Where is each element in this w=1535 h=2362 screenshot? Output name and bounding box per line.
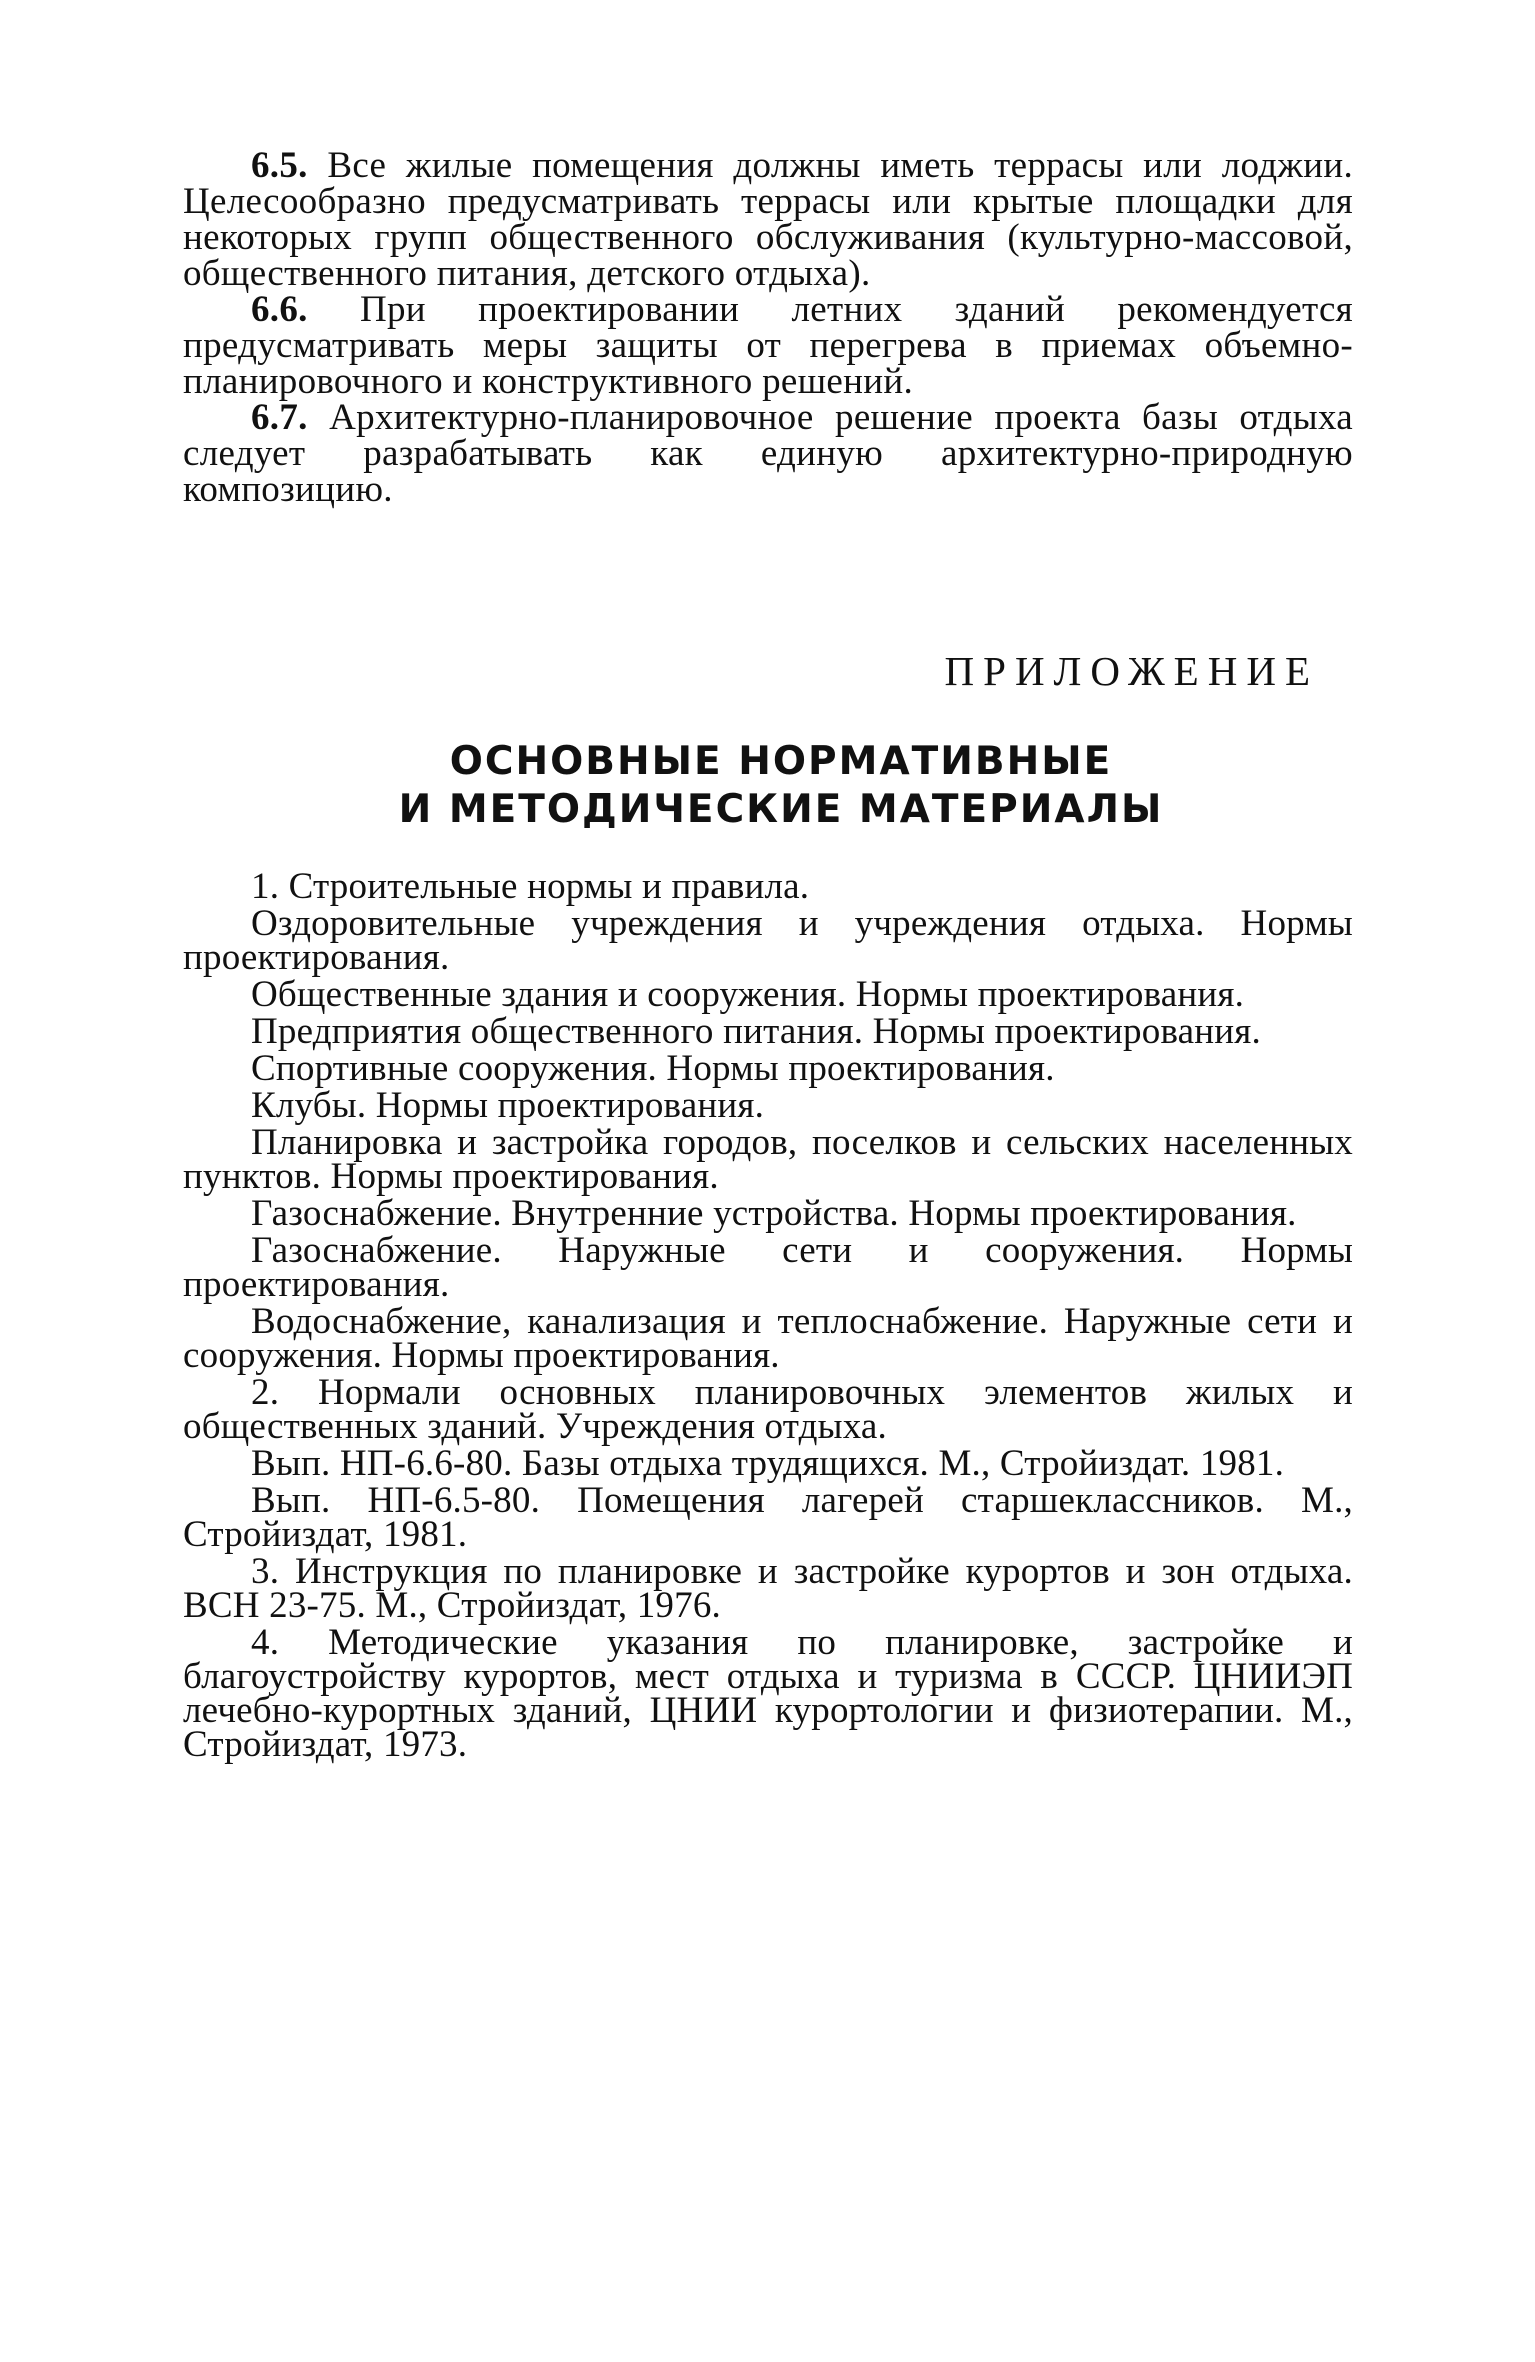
section-text: Архитектурно-планировочное решение проекта базы отдыха следует разрабатывать как единую архитектурно-природную композицию.: [183, 397, 1353, 510]
reference-item: Оздоровительные учреждения и учреждения отдыха. Нормы проектирования.: [183, 903, 1353, 978]
reference-item: Общественные здания и сооружения. Нормы проектирования.: [251, 974, 1245, 1015]
reference-item: Предприятия общественного питания. Нормы проектирования.: [251, 1011, 1261, 1052]
appendix-label: ПРИЛОЖЕНИЕ: [944, 648, 1319, 694]
section-text: Все жилые помещения должны иметь террасы или лоджии. Целесообразно предусматривать террасы или крытые площадки для некоторых групп общественного обслуживания (культурно-массовой, общественного питания, детского отдыха).: [183, 145, 1353, 294]
section-number: 6.7.: [251, 397, 308, 438]
reference-item: Газоснабжение. Наружные сети и сооружения. Нормы проектирования.: [183, 1230, 1353, 1305]
reference-item: 1. Строительные нормы и правила.: [251, 866, 810, 907]
references-list: [183, 866, 1353, 1765]
section-number: 6.6.: [251, 289, 308, 330]
sections: [183, 145, 1353, 510]
reference-item: 3. Инструкция по планировке и застройке курортов и зон отдыха. ВСН 23-75. М., Стройиздат, 1976.: [183, 1551, 1353, 1626]
reference-item: Спортивные сооружения. Нормы проектирования.: [251, 1048, 1055, 1089]
reference-item: Вып. НП-6.6-80. Базы отдыха трудящихся. М., Стройиздат. 1981.: [251, 1443, 1285, 1484]
reference-item: Газоснабжение. Внутренние устройства. Нормы проектирования.: [251, 1193, 1297, 1234]
reference-item: Вып. НП-6.5-80. Помещения лагерей старшеклассников. М., Стройиздат, 1981.: [183, 1480, 1353, 1555]
section-6-7: [183, 397, 1353, 510]
appendix-title-line: ОСНОВНЫЕ НОРМАТИВНЫЕ: [449, 739, 1113, 784]
section-number: 6.5.: [251, 145, 308, 186]
reference-item: Клубы. Нормы проектирования.: [251, 1085, 765, 1126]
reference-item: 4. Методические указания по планировке, застройке и благоустройству курортов, мест отдыха и туризма в СССР. ЦНИИЭП лечебно-курортных зданий, ЦНИИ курортологии и физиотерапии. М., Стройиздат, 1973.: [183, 1622, 1353, 1765]
section-6-6: [183, 289, 1353, 402]
appendix-title-line: И МЕТОДИЧЕСКИЕ МАТЕРИАЛЫ: [398, 787, 1164, 832]
reference-item: Водоснабжение, канализация и теплоснабжение. Наружные сети и сооружения. Нормы проектирования.: [183, 1301, 1353, 1376]
reference-item: Планировка и застройка городов, поселков и сельских населенных пунктов. Нормы проектирования.: [183, 1122, 1353, 1197]
section-text: При проектировании летних зданий рекомендуется предусматривать меры защиты от перегрева в приемах объемно-планировочного и конструктивного решений.: [183, 289, 1353, 402]
page: [183, 145, 1353, 1765]
appendix-title: [183, 738, 1353, 834]
reference-item: 2. Нормали основных планировочных элементов жилых и общественных зданий. Учреждения отдыха.: [183, 1372, 1353, 1447]
section-6-5: [183, 145, 1353, 294]
